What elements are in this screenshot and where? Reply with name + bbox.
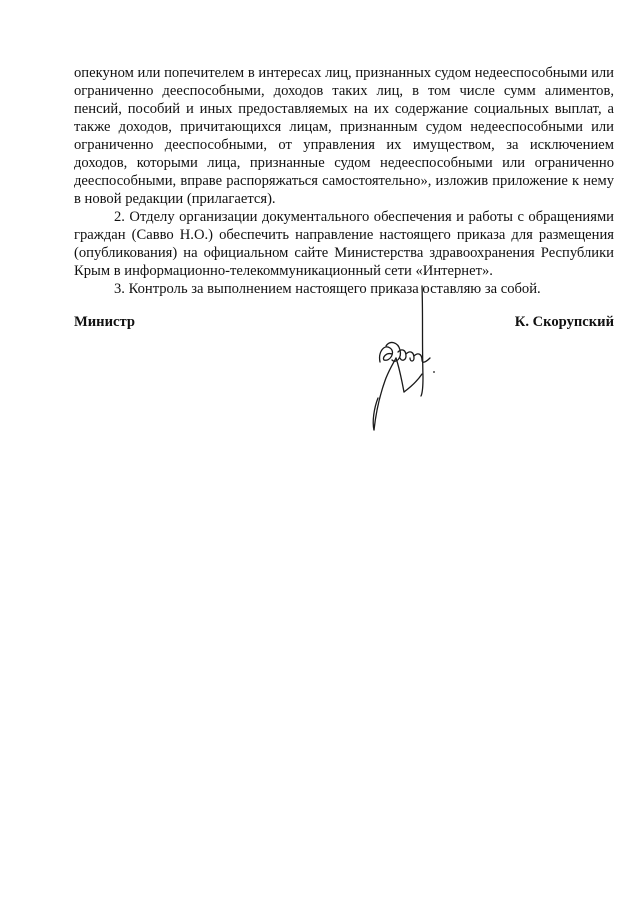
signatory-name: К. Скорупский [514, 314, 614, 330]
handwritten-signature [360, 282, 450, 432]
signatory-title: Министр [74, 314, 135, 330]
signature-block [74, 314, 614, 338]
paragraph-item-2: 2. Отделу организации документального обеспечения и работы с обращениями граждан (Савво Н.О.) обеспечить направление настоящего приказа для размещения (опубликования) на официальном сайте Министерства здравоохранения Республики Крым в информационно-телекоммуникационный сети «Интернет». [74, 209, 614, 279]
paragraph-continuation: опекуном или попечителем в интересах лиц, признанных судом недееспособными или ограниченно дееспособными, доходов таких лиц, в том числе сумм алиментов, пенсий, пособий и иных предоставляемых на их содержание социальных выплат, а также доходов, причитающихся лицам, признанным судом недееспособными или ограниченно дееспособными, от управления их имуществом, за исключением доходов, которыми лица, признанные судом недееспособными или ограниченно дееспособными, вправе распоряжаться самостоятельно», изложив приложение к нему в новой редакции (прилагается). [74, 65, 614, 207]
paragraph-item-3: 3. Контроль за выполнением настоящего приказа оставляю за собой. [114, 281, 541, 297]
document-body [74, 64, 614, 298]
